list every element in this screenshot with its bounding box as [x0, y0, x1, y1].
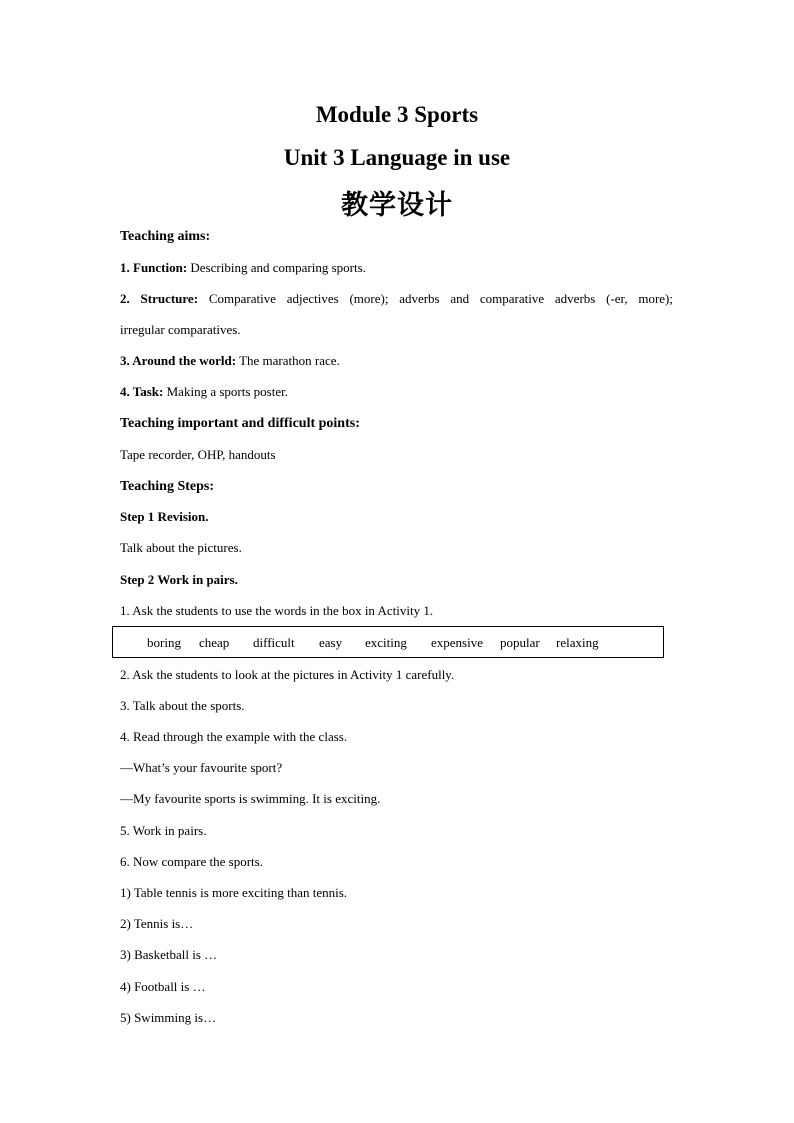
aim-structure-text: Comparative adjectives (more); adverbs and comparative adverbs (-er, more); [208, 291, 673, 306]
step-item: 2. Ask the students to look at the pictures in Activity 1 carefully. [120, 667, 455, 682]
step-item: 5. Work in pairs. [120, 823, 207, 838]
word-box [112, 626, 664, 658]
word-box-item: easy [319, 635, 343, 650]
unit-title: Unit 3 Language in use [283, 145, 511, 170]
step-item: 4. Read through the example with the class. [120, 729, 348, 744]
aim-world [120, 352, 340, 370]
word-box-item: boring [147, 635, 181, 650]
comparison-line: 2) Tennis is… [120, 916, 194, 931]
teaching-aims-heading: Teaching aims: [120, 229, 211, 244]
dialogue-line: —What’s your favourite sport? [120, 760, 283, 775]
aim-function-text: Describing and comparing sports. [190, 260, 366, 275]
steps-heading: Teaching Steps: [120, 479, 215, 494]
aim-function-label: 1. Function: [120, 260, 188, 275]
step-item: 1. Ask the students to use the words in the box in Activity 1. [120, 603, 434, 618]
aim-task [120, 383, 288, 401]
aim-function [120, 259, 366, 277]
word-box-item: expensive [431, 635, 483, 650]
aim-world-label: 3. Around the world: [120, 353, 237, 368]
points-heading: Teaching important and difficult points: [120, 416, 360, 431]
step2-heading: Step 2 Work in pairs. [120, 572, 238, 587]
word-box-item: exciting [365, 635, 407, 650]
design-title: 教学设计 [341, 190, 453, 221]
comparison-line: 5) Swimming is… [120, 1010, 217, 1025]
aim-task-text: Making a sports poster. [166, 384, 288, 399]
comparison-line: 1) Table tennis is more exciting than tennis. [120, 885, 348, 900]
comparison-line: 4) Football is … [120, 979, 206, 994]
aim-structure-label: 2. Structure: [120, 291, 199, 306]
step-item: 3. Talk about the sports. [120, 698, 245, 713]
comparison-line: 3) Basketball is … [120, 947, 218, 962]
word-box-item: relaxing [556, 635, 599, 650]
aim-task-label: 4. Task: [120, 384, 164, 399]
module-title: Module 3 Sports [315, 102, 479, 127]
step1-heading: Step 1 Revision. [120, 509, 209, 524]
aim-structure-continued: irregular comparatives. [120, 322, 241, 337]
points-text: Tape recorder, OHP, handouts [120, 447, 276, 462]
dialogue-line: —My favourite sports is swimming. It is exciting. [120, 791, 381, 806]
aim-world-text: The marathon race. [239, 353, 340, 368]
word-box-item: popular [500, 635, 540, 650]
step1-text: Talk about the pictures. [120, 540, 242, 555]
step-item: 6. Now compare the sports. [120, 854, 263, 869]
word-box-item: cheap [199, 635, 230, 650]
word-box-item: difficult [253, 635, 295, 650]
aim-structure [120, 290, 673, 308]
